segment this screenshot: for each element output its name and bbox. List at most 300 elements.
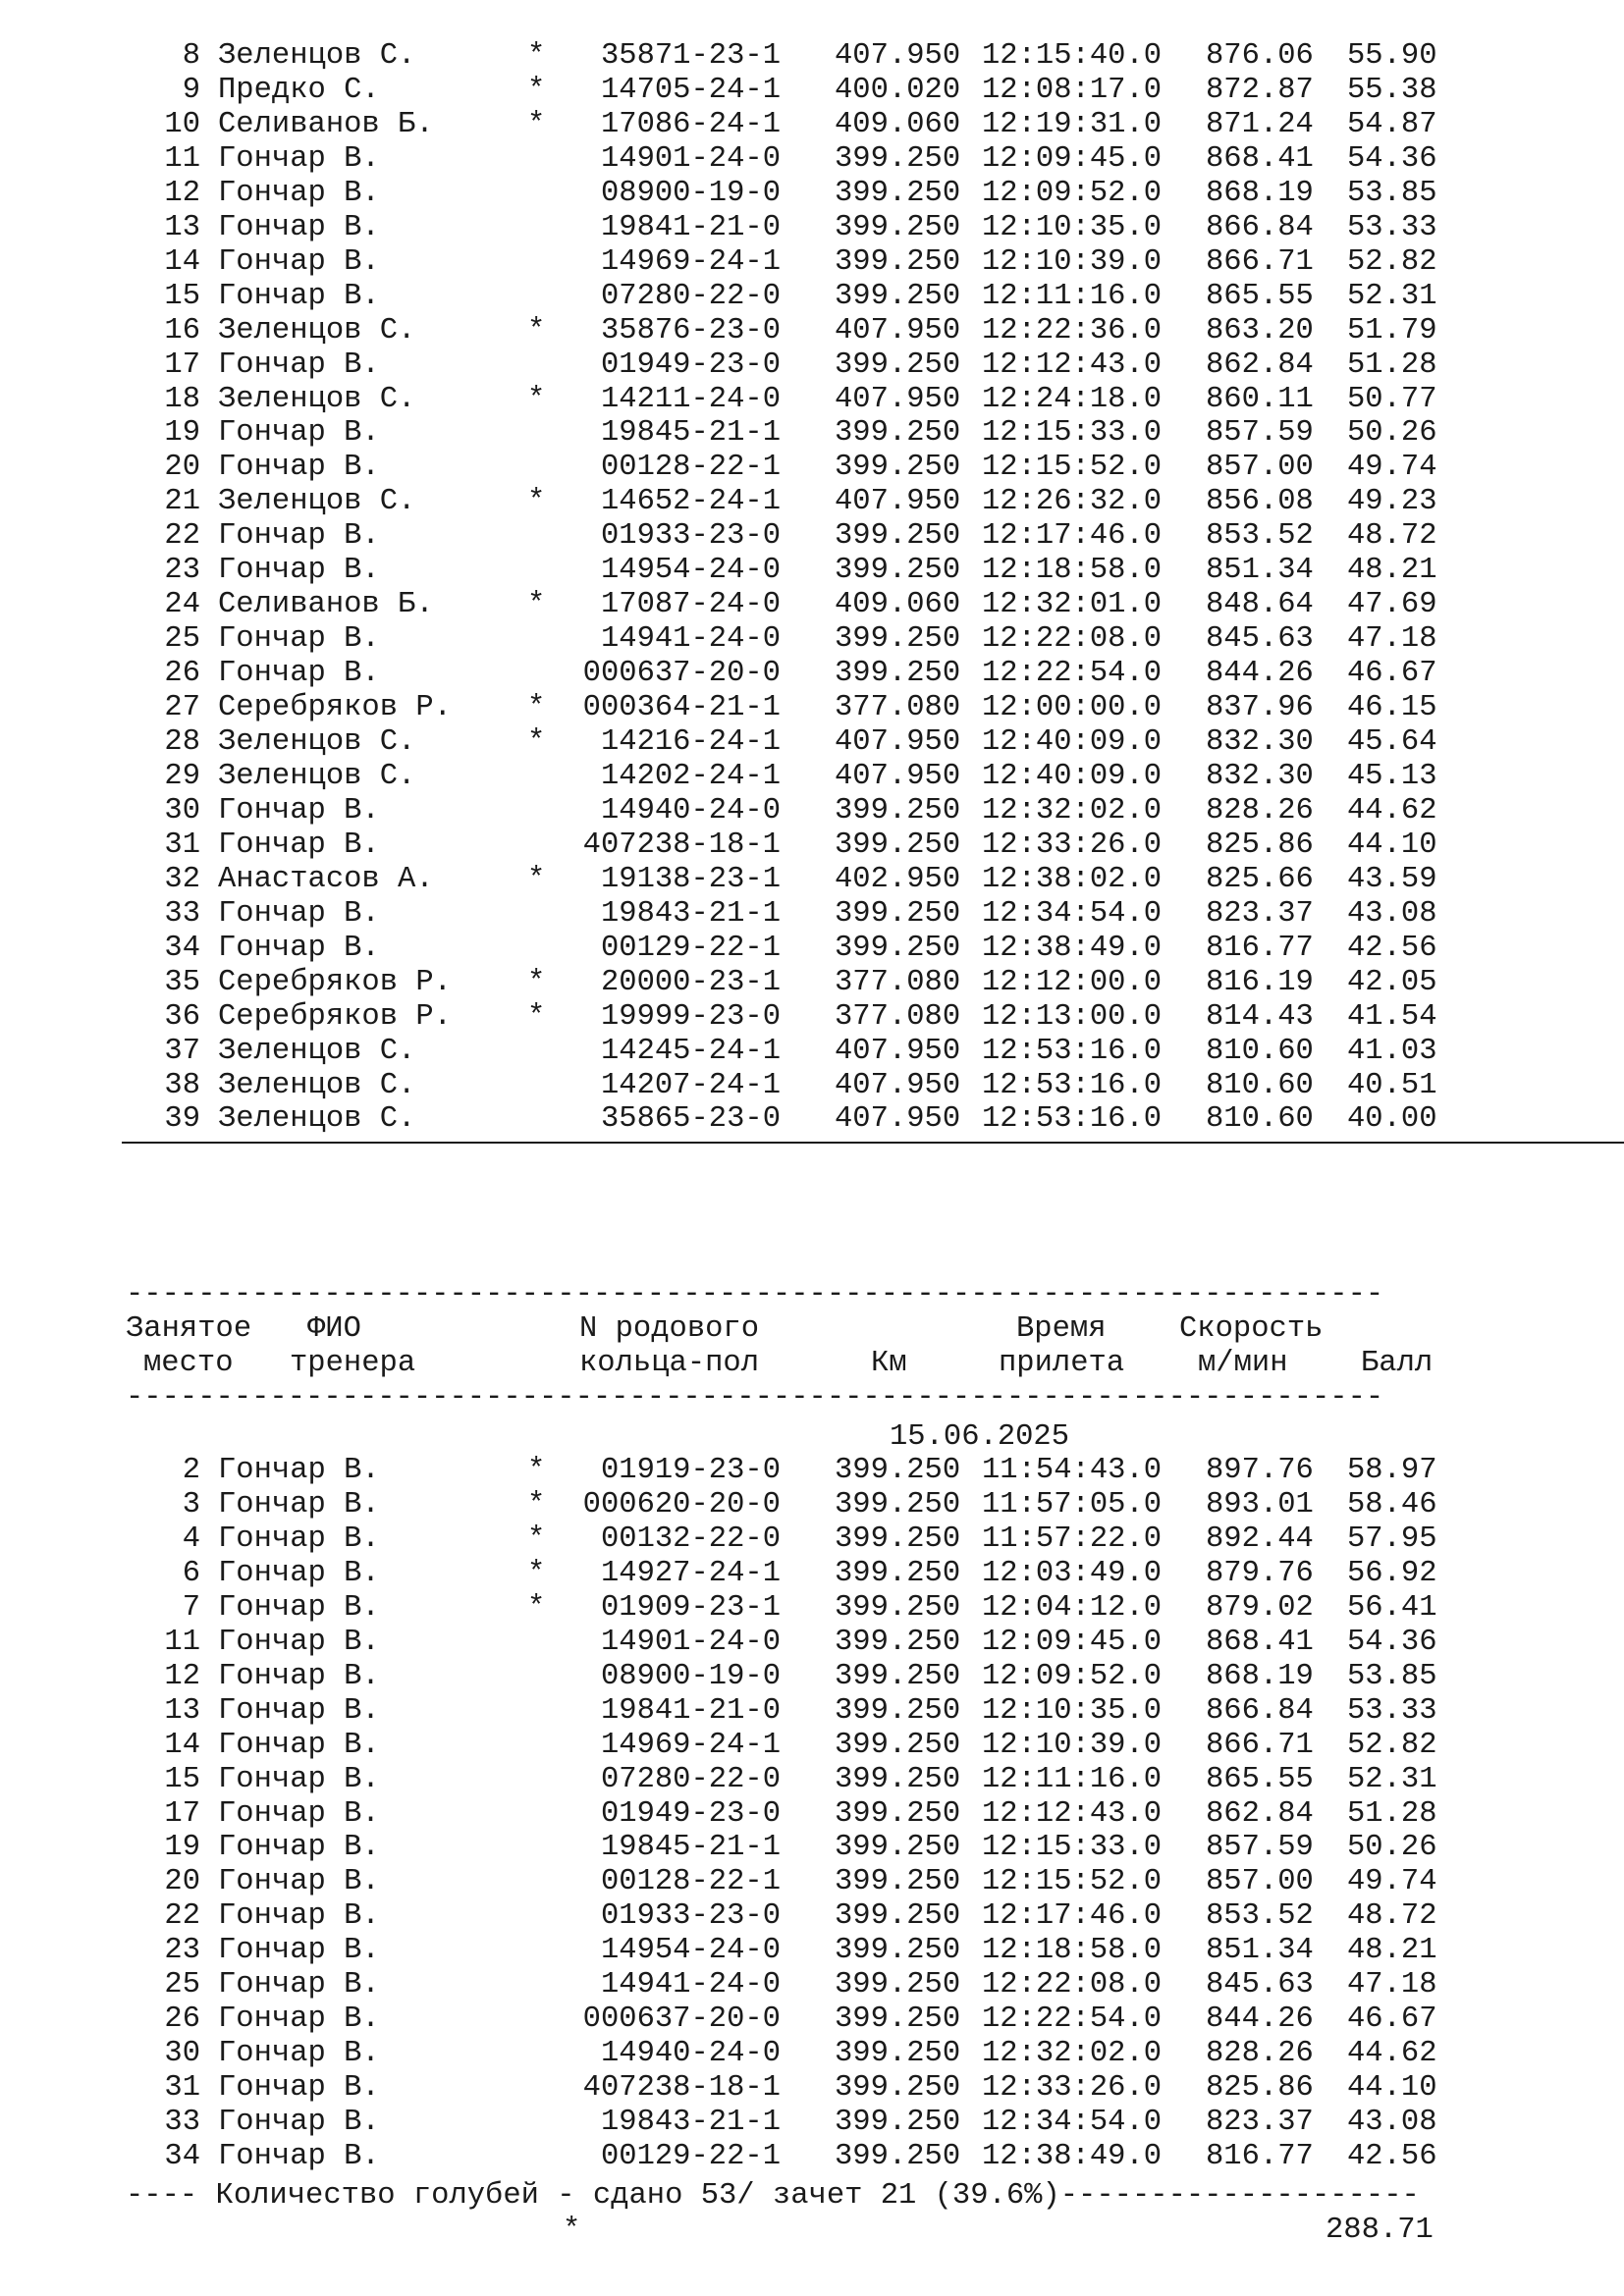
distance-km: 409.060 [835,588,961,622]
table-row [0,1000,1624,1035]
trainer-name: Гончар В. [218,244,380,279]
trainer-name: Гончар В. [218,1556,380,1590]
distance-km: 399.250 [835,519,961,554]
table-row [0,932,1624,966]
score: 51.28 [1347,347,1437,382]
trainer-name: Серебряков Р. [218,999,452,1034]
trainer-name: Гончар В. [218,554,380,588]
trainer-name: Гончар В. [218,622,380,657]
arrival-time: 12:15:33.0 [982,1831,1163,1865]
speed: 872.87 [1206,73,1314,107]
speed: 851.34 [1206,1934,1314,1968]
ring-number: 14941-24-0 [600,622,781,657]
ring-number: 000637-20-0 [582,2002,781,2037]
race-date: 15.06.2025 [890,1420,1070,1454]
arrival-time: 12:22:54.0 [982,657,1163,691]
trainer-name: Гончар В. [218,1865,380,1899]
distance-km: 407.950 [835,1034,961,1068]
arrival-time: 12:18:58.0 [982,554,1163,588]
table-row [0,108,1624,142]
speed: 853.52 [1206,1899,1314,1934]
score: 48.72 [1347,519,1437,554]
mark-star: * [527,1556,546,1590]
place: 14 [164,1728,200,1762]
score: 42.05 [1347,965,1437,999]
score: 50.26 [1347,1831,1437,1865]
place: 15 [164,279,200,313]
speed: 845.63 [1206,1968,1314,2002]
place: 39 [164,1102,200,1137]
arrival-time: 12:53:16.0 [982,1068,1163,1102]
distance-km: 409.060 [835,107,961,141]
ring-number: 17086-24-1 [600,107,781,141]
distance-km: 399.250 [835,1934,961,1968]
header-km: Км [871,1347,907,1380]
arrival-time: 12:09:52.0 [982,1659,1163,1693]
speed: 810.60 [1206,1102,1314,1137]
arrival-time: 12:09:45.0 [982,141,1163,176]
speed: 871.24 [1206,107,1314,141]
arrival-time: 12:08:17.0 [982,73,1163,107]
place: 22 [164,1899,200,1934]
ring-number: 000637-20-0 [582,657,781,691]
table-row [0,1557,1624,1591]
table-row [0,211,1624,245]
table-row [0,1831,1624,1865]
place: 31 [164,828,200,862]
place: 20 [164,1865,200,1899]
trainer-name: Гончар В. [218,793,380,828]
score: 49.23 [1347,485,1437,519]
mark-star: * [527,485,546,519]
place: 30 [164,2037,200,2071]
ring-number: 01933-23-0 [600,1899,781,1934]
score: 53.85 [1347,1659,1437,1693]
place: 12 [164,176,200,210]
arrival-time: 12:40:09.0 [982,759,1163,793]
total-score: 288.71 [1326,2214,1434,2247]
table-row [0,1591,1624,1626]
arrival-time: 12:10:39.0 [982,244,1163,279]
speed: 816.77 [1206,2140,1314,2173]
distance-km: 399.250 [835,657,961,691]
arrival-time: 12:12:00.0 [982,965,1163,999]
trainer-name: Гончар В. [218,1522,380,1556]
score: 43.08 [1347,896,1437,931]
mark-star: * [527,588,546,622]
distance-km: 399.250 [835,141,961,176]
distance-km: 399.250 [835,244,961,279]
distance-km: 399.250 [835,2140,961,2173]
place: 21 [164,485,200,519]
speed: 810.60 [1206,1034,1314,1068]
distance-km: 407.950 [835,725,961,759]
ring-number: 19841-21-0 [600,210,781,244]
distance-km: 399.250 [835,1590,961,1625]
place: 38 [164,1068,200,1102]
ring-number: 14705-24-1 [600,73,781,107]
trainer-name: Гончар В. [218,1728,380,1762]
score: 58.46 [1347,1487,1437,1522]
table-row [0,2037,1624,2071]
place: 31 [164,2071,200,2106]
table-row [0,1763,1624,1797]
place: 3 [182,1487,200,1522]
table-row [0,760,1624,794]
trainer-name: Гончар В. [218,210,380,244]
arrival-time: 12:38:49.0 [982,931,1163,965]
table-row [0,451,1624,485]
distance-km: 399.250 [835,1454,961,1487]
table-row [0,2002,1624,2037]
arrival-time: 12:10:35.0 [982,1693,1163,1728]
table-row [0,554,1624,588]
mark-star: * [527,1487,546,1522]
mark-star: * [527,1454,546,1487]
speed: 825.66 [1206,862,1314,896]
speed: 866.84 [1206,1693,1314,1728]
ring-number: 35871-23-1 [600,39,781,73]
trainer-name: Гончар В. [218,1831,380,1865]
place: 33 [164,896,200,931]
place: 27 [164,691,200,725]
score: 40.00 [1347,1102,1437,1137]
arrival-time: 12:12:43.0 [982,347,1163,382]
ring-number: 14652-24-1 [600,485,781,519]
table-row [0,314,1624,348]
trainer-name: Гончар В. [218,657,380,691]
speed: 856.08 [1206,485,1314,519]
score: 56.41 [1347,1590,1437,1625]
arrival-time: 12:24:18.0 [982,382,1163,416]
score: 47.69 [1347,588,1437,622]
score: 46.15 [1347,691,1437,725]
score: 54.36 [1347,141,1437,176]
score: 48.72 [1347,1899,1437,1934]
trainer-name: Предко С. [218,73,380,107]
table-row [0,897,1624,932]
ring-number: 14941-24-0 [600,1968,781,2002]
table-row [0,1694,1624,1729]
arrival-time: 12:34:54.0 [982,896,1163,931]
speed: 868.19 [1206,176,1314,210]
place: 34 [164,931,200,965]
distance-km: 407.950 [835,39,961,73]
ring-number: 07280-22-0 [600,1762,781,1796]
mark-star: * [527,382,546,416]
arrival-time: 12:38:49.0 [982,2140,1163,2173]
ring-number: 19999-23-0 [600,999,781,1034]
distance-km: 399.250 [835,451,961,485]
score: 45.13 [1347,759,1437,793]
header-ring-2: кольца-пол [579,1347,760,1380]
ring-number: 14216-24-1 [600,725,781,759]
arrival-time: 12:11:16.0 [982,1762,1163,1796]
header-place-1: Занятое [126,1312,252,1346]
distance-km: 399.250 [835,1487,961,1522]
arrival-time: 11:57:05.0 [982,1487,1163,1522]
score: 47.18 [1347,622,1437,657]
distance-km: 399.250 [835,1865,961,1899]
place: 32 [164,862,200,896]
distance-km: 399.250 [835,1693,961,1728]
distance-km: 399.250 [835,1968,961,2002]
trainer-name: Гончар В. [218,2140,380,2173]
ring-number: 14207-24-1 [600,1068,781,1102]
table-row [0,657,1624,691]
arrival-time: 12:22:54.0 [982,2002,1163,2037]
distance-km: 377.080 [835,691,961,725]
score: 52.82 [1347,1728,1437,1762]
arrival-time: 11:54:43.0 [982,1454,1163,1487]
arrival-time: 12:17:46.0 [982,519,1163,554]
trainer-name: Гончар В. [218,2037,380,2071]
arrival-time: 12:11:16.0 [982,279,1163,313]
trainer-name: Гончар В. [218,1659,380,1693]
speed: 893.01 [1206,1487,1314,1522]
place: 12 [164,1659,200,1693]
distance-km: 399.250 [835,1796,961,1831]
table-row [0,416,1624,451]
trainer-name: Гончар В. [218,1796,380,1831]
distance-km: 402.950 [835,862,961,896]
table-row [0,1660,1624,1694]
ring-number: 01919-23-0 [600,1454,781,1487]
arrival-time: 12:53:16.0 [982,1034,1163,1068]
distance-km: 399.250 [835,210,961,244]
distance-km: 399.250 [835,554,961,588]
arrival-time: 12:22:36.0 [982,313,1163,347]
score: 45.64 [1347,725,1437,759]
score: 44.62 [1347,2037,1437,2071]
mark-star: * [527,39,546,73]
ring-number: 14969-24-1 [600,244,781,279]
table-row [0,1968,1624,2002]
table-row [0,519,1624,554]
table-row [0,1488,1624,1522]
ring-number: 14901-24-0 [600,1625,781,1659]
score: 52.31 [1347,1762,1437,1796]
header-time-2: прилета [999,1347,1125,1380]
score: 53.33 [1347,210,1437,244]
table-row [0,142,1624,177]
table-row [0,1626,1624,1660]
distance-km: 399.250 [835,931,961,965]
table-row [0,2071,1624,2106]
header-name-2: тренера [290,1347,416,1380]
arrival-time: 12:22:08.0 [982,622,1163,657]
place: 20 [164,451,200,485]
trainer-name: Зеленцов С. [218,725,416,759]
table-row [0,348,1624,383]
place: 7 [182,1590,200,1625]
place: 22 [164,519,200,554]
score: 46.67 [1347,657,1437,691]
trainer-name: Зеленцов С. [218,1068,416,1102]
score: 51.79 [1347,313,1437,347]
place: 8 [182,39,200,73]
trainer-name: Гончар В. [218,279,380,313]
table-row [0,1797,1624,1832]
distance-km: 407.950 [835,485,961,519]
place: 15 [164,1762,200,1796]
table-row [0,2140,1624,2174]
table-row [0,1069,1624,1103]
ring-number: 08900-19-0 [600,176,781,210]
distance-km: 377.080 [835,965,961,999]
summary-star: * [563,2214,581,2247]
header-speed-2: м/мин [1198,1347,1288,1380]
arrival-time: 12:18:58.0 [982,1934,1163,1968]
ring-number: 00128-22-1 [600,1865,781,1899]
distance-km: 407.950 [835,313,961,347]
arrival-time: 12:34:54.0 [982,2106,1163,2140]
distance-km: 399.250 [835,1522,961,1556]
mark-star: * [527,107,546,141]
ring-number: 000620-20-0 [582,1487,781,1522]
score: 54.87 [1347,107,1437,141]
mark-star: * [527,725,546,759]
arrival-time: 12:03:49.0 [982,1556,1163,1590]
trainer-name: Гончар В. [218,1693,380,1728]
speed: 837.96 [1206,691,1314,725]
arrival-time: 12:15:52.0 [982,451,1163,485]
section-divider [122,1142,1624,1144]
trainer-name: Зеленцов С. [218,759,416,793]
speed: 866.84 [1206,210,1314,244]
ring-number: 14940-24-0 [600,2037,781,2071]
place: 37 [164,1034,200,1068]
arrival-time: 12:00:00.0 [982,691,1163,725]
ring-number: 00132-22-0 [600,1522,781,1556]
arrival-time: 12:32:02.0 [982,793,1163,828]
ring-number: 00129-22-1 [600,931,781,965]
distance-km: 399.250 [835,828,961,862]
distance-km: 399.250 [835,2106,961,2140]
distance-km: 399.250 [835,622,961,657]
speed: 866.71 [1206,1728,1314,1762]
distance-km: 399.250 [835,2037,961,2071]
speed: 892.44 [1206,1522,1314,1556]
score: 49.74 [1347,451,1437,485]
score: 42.56 [1347,931,1437,965]
score: 52.82 [1347,244,1437,279]
ring-number: 407238-18-1 [582,2071,781,2106]
ring-number: 19843-21-1 [600,2106,781,2140]
mark-star: * [527,999,546,1034]
trainer-name: Гончар В. [218,141,380,176]
trainer-name: Гончар В. [218,931,380,965]
trainer-name: Анастасов А. [218,862,434,896]
score: 42.56 [1347,2140,1437,2173]
table-row [0,1865,1624,1899]
ring-number: 14954-24-0 [600,1934,781,1968]
score: 57.95 [1347,1522,1437,1556]
ring-number: 01949-23-0 [600,1796,781,1831]
arrival-time: 12:12:43.0 [982,1796,1163,1831]
table-row [0,691,1624,725]
trainer-name: Гончар В. [218,1968,380,2002]
ring-number: 000364-21-1 [582,691,781,725]
table-row [0,39,1624,74]
score: 53.85 [1347,176,1437,210]
arrival-time: 11:57:22.0 [982,1522,1163,1556]
trainer-name: Гончар В. [218,1934,380,1968]
place: 9 [182,73,200,107]
mark-star: * [527,965,546,999]
table-row [0,1035,1624,1069]
ring-number: 14954-24-0 [600,554,781,588]
table-row [0,485,1624,519]
ring-number: 20000-23-1 [600,965,781,999]
ring-number: 08900-19-0 [600,1659,781,1693]
mark-star: * [527,1522,546,1556]
trainer-name: Гончар В. [218,2106,380,2140]
ring-number: 14927-24-1 [600,1556,781,1590]
arrival-time: 12:32:01.0 [982,588,1163,622]
place: 26 [164,2002,200,2037]
arrival-time: 12:09:45.0 [982,1625,1163,1659]
place: 16 [164,313,200,347]
place: 13 [164,210,200,244]
ring-number: 35876-23-0 [600,313,781,347]
speed: 823.37 [1206,896,1314,931]
arrival-time: 12:19:31.0 [982,107,1163,141]
distance-km: 399.250 [835,1556,961,1590]
ring-number: 14245-24-1 [600,1034,781,1068]
trainer-name: Зеленцов С. [218,1102,416,1137]
speed: 879.76 [1206,1556,1314,1590]
trainer-name: Зеленцов С. [218,382,416,416]
distance-km: 399.250 [835,1625,961,1659]
table-row [0,1729,1624,1763]
place: 23 [164,554,200,588]
trainer-name: Гончар В. [218,896,380,931]
arrival-time: 12:15:33.0 [982,416,1163,451]
speed: 853.52 [1206,519,1314,554]
distance-km: 399.250 [835,793,961,828]
arrival-time: 12:17:46.0 [982,1899,1163,1934]
arrival-time: 12:10:39.0 [982,1728,1163,1762]
arrival-time: 12:13:00.0 [982,999,1163,1034]
trainer-name: Зеленцов С. [218,39,416,73]
distance-km: 399.250 [835,1831,961,1865]
distance-km: 399.250 [835,1762,961,1796]
distance-km: 399.250 [835,2002,961,2037]
place: 24 [164,588,200,622]
place: 11 [164,141,200,176]
distance-km: 399.250 [835,347,961,382]
header-place-2: место [143,1347,234,1380]
score: 53.33 [1347,1693,1437,1728]
speed: 848.64 [1206,588,1314,622]
speed: 862.84 [1206,1796,1314,1831]
table-row [0,622,1624,657]
arrival-time: 12:33:26.0 [982,828,1163,862]
trainer-name: Гончар В. [218,828,380,862]
distance-km: 399.250 [835,176,961,210]
speed: 828.26 [1206,793,1314,828]
ring-number: 19845-21-1 [600,416,781,451]
place: 4 [182,1522,200,1556]
distance-km: 399.250 [835,1899,961,1934]
score: 58.97 [1347,1454,1437,1487]
score: 49.74 [1347,1865,1437,1899]
distance-km: 407.950 [835,1102,961,1137]
arrival-time: 12:04:12.0 [982,1590,1163,1625]
mark-star: * [527,691,546,725]
table-row [0,177,1624,211]
